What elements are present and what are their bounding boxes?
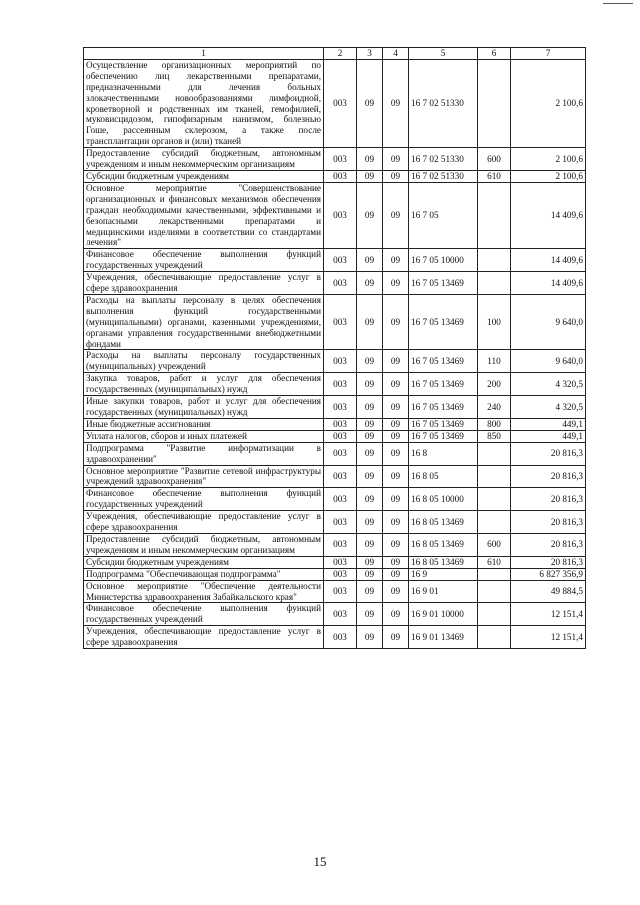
row-name: Иные бюджетные ассигнования — [84, 418, 324, 430]
row-section: 09 — [357, 59, 383, 147]
row-subsection: 09 — [383, 603, 409, 626]
row-section: 09 — [357, 556, 383, 568]
row-subsection: 09 — [383, 626, 409, 649]
row-target-article: 16 9 01 13469 — [409, 626, 478, 649]
row-subsection: 09 — [383, 148, 409, 171]
row-name: Осуществление организационных мероприятий по обеспечению лиц лекарственными препаратами, предназначенными для лечения больных злокачественными новообразованиями лимфоидной, кроветворной и родственных им тканей, гемофилией, муковисцидозом, гипофизарным нанизмом, болезнью Гоше, рассеянным склерозом, а также после трансплантации органов и (или) тканей — [84, 59, 324, 147]
row-sum: 4 320,5 — [511, 373, 586, 396]
row-name: Предоставление субсидий бюджетным, автономным учреждениям и иным некоммерческим организациям — [84, 148, 324, 171]
row-grbs: 003 — [324, 294, 357, 350]
row-target-article: 16 7 02 51330 — [409, 170, 478, 182]
row-target-article: 16 7 05 13469 — [409, 272, 478, 295]
table-row — [84, 249, 586, 272]
row-subsection: 09 — [383, 442, 409, 465]
row-section: 09 — [357, 511, 383, 534]
table-row — [84, 294, 586, 350]
row-name: Учреждения, обеспечивающие предоставление услуг в сфере здравоохранения — [84, 626, 324, 649]
row-grbs: 003 — [324, 603, 357, 626]
row-name: Основное мероприятие "Развитие сетевой инфраструктуры учреждений здравоохранения" — [84, 465, 324, 488]
row-expense-type — [478, 568, 511, 580]
row-grbs: 003 — [324, 148, 357, 171]
row-section: 09 — [357, 249, 383, 272]
table-row — [84, 272, 586, 295]
row-name: Расходы на выплаты персоналу в целях обеспечения выполнения функций государственными (муниципальными) органами, казенными учреждениями, органами управления государственными внебюджетными фондами — [84, 294, 324, 350]
row-target-article: 16 8 05 — [409, 465, 478, 488]
row-grbs: 003 — [324, 580, 357, 603]
row-sum: 20 816,3 — [511, 556, 586, 568]
table-row — [84, 59, 586, 147]
table-row — [84, 568, 586, 580]
row-section: 09 — [357, 170, 383, 182]
row-sum: 449,1 — [511, 430, 586, 442]
row-name: Уплата налогов, сборов и иных платежей — [84, 430, 324, 442]
row-name: Закупка товаров, работ и услуг для обеспечения государственных (муниципальных) нужд — [84, 373, 324, 396]
row-grbs: 003 — [324, 249, 357, 272]
row-section: 09 — [357, 373, 383, 396]
row-section: 09 — [357, 465, 383, 488]
row-expense-type — [478, 59, 511, 147]
row-expense-type: 850 — [478, 430, 511, 442]
row-target-article: 16 7 05 13469 — [409, 373, 478, 396]
row-subsection: 09 — [383, 533, 409, 556]
row-expense-type: 110 — [478, 350, 511, 373]
row-grbs: 003 — [324, 568, 357, 580]
row-grbs: 003 — [324, 626, 357, 649]
row-expense-type: 610 — [478, 170, 511, 182]
row-subsection: 09 — [383, 580, 409, 603]
row-sum: 14 409,6 — [511, 272, 586, 295]
row-sum: 20 816,3 — [511, 511, 586, 534]
row-section: 09 — [357, 396, 383, 419]
row-section: 09 — [357, 626, 383, 649]
row-subsection: 09 — [383, 170, 409, 182]
header-cell: 3 — [357, 48, 383, 60]
row-sum: 2 100,6 — [511, 170, 586, 182]
row-section: 09 — [357, 442, 383, 465]
row-grbs: 003 — [324, 350, 357, 373]
table-row — [84, 533, 586, 556]
row-name: Основное мероприятие "Совершенствование организационных и финансовых механизмов обеспечения граждан необходимыми качественными, эффективными и безопасными лекарственными препаратами и медицинскими изделиями в соответствии со стандартами лечения" — [84, 182, 324, 248]
row-expense-type: 610 — [478, 556, 511, 568]
row-sum: 20 816,3 — [511, 488, 586, 511]
row-grbs: 003 — [324, 465, 357, 488]
row-target-article: 16 7 05 13469 — [409, 350, 478, 373]
budget-table — [83, 47, 586, 649]
row-grbs: 003 — [324, 59, 357, 147]
row-name: Субсидии бюджетным учреждениям — [84, 170, 324, 182]
table-row — [84, 465, 586, 488]
row-subsection: 09 — [383, 396, 409, 419]
row-subsection: 09 — [383, 182, 409, 248]
row-target-article: 16 7 05 13469 — [409, 396, 478, 419]
table-row — [84, 350, 586, 373]
row-sum: 2 100,6 — [511, 148, 586, 171]
row-grbs: 003 — [324, 488, 357, 511]
row-target-article: 16 8 05 13469 — [409, 533, 478, 556]
row-target-article: 16 7 05 13469 — [409, 294, 478, 350]
row-grbs: 003 — [324, 533, 357, 556]
page-number: 15 — [313, 854, 327, 869]
row-sum: 20 816,3 — [511, 442, 586, 465]
row-grbs: 003 — [324, 511, 357, 534]
row-subsection: 09 — [383, 272, 409, 295]
row-expense-type — [478, 580, 511, 603]
row-sum: 49 884,5 — [511, 580, 586, 603]
row-section: 09 — [357, 603, 383, 626]
corner-mark — [603, 3, 633, 4]
row-section: 09 — [357, 294, 383, 350]
row-section: 09 — [357, 350, 383, 373]
row-section: 09 — [357, 580, 383, 603]
row-name: Предоставление субсидий бюджетным, автономным учреждениям и иным некоммерческим организациям — [84, 533, 324, 556]
row-section: 09 — [357, 568, 383, 580]
row-target-article: 16 7 05 — [409, 182, 478, 248]
row-section: 09 — [357, 272, 383, 295]
row-target-article: 16 8 — [409, 442, 478, 465]
row-sum: 14 409,6 — [511, 249, 586, 272]
row-section: 09 — [357, 430, 383, 442]
row-name: Финансовое обеспечение выполнения функций государственных учреждений — [84, 488, 324, 511]
row-subsection: 09 — [383, 430, 409, 442]
row-sum: 12 151,4 — [511, 603, 586, 626]
row-sum: 9 640,0 — [511, 294, 586, 350]
row-section: 09 — [357, 488, 383, 511]
row-subsection: 09 — [383, 249, 409, 272]
row-name: Учреждения, обеспечивающие предоставление услуг в сфере здравоохранения — [84, 511, 324, 534]
row-subsection: 09 — [383, 568, 409, 580]
row-sum: 12 151,4 — [511, 626, 586, 649]
row-sum: 20 816,3 — [511, 533, 586, 556]
row-expense-type — [478, 465, 511, 488]
header-cell: 1 — [84, 48, 324, 60]
table-row — [84, 373, 586, 396]
row-target-article: 16 8 05 13469 — [409, 556, 478, 568]
row-grbs: 003 — [324, 442, 357, 465]
table-row — [84, 418, 586, 430]
row-expense-type — [478, 488, 511, 511]
row-subsection: 09 — [383, 465, 409, 488]
header-cell: 7 — [511, 48, 586, 60]
row-name: Иные закупки товаров, работ и услуг для обеспечения государственных (муниципальных) нужд — [84, 396, 324, 419]
row-name: Финансовое обеспечение выполнения функций государственных учреждений — [84, 249, 324, 272]
row-expense-type: 100 — [478, 294, 511, 350]
table-row — [84, 170, 586, 182]
row-sum: 20 816,3 — [511, 465, 586, 488]
row-grbs: 003 — [324, 396, 357, 419]
row-target-article: 16 7 02 51330 — [409, 59, 478, 147]
row-expense-type — [478, 182, 511, 248]
row-expense-type: 600 — [478, 148, 511, 171]
row-name: Основное мероприятие "Обеспечение деятельности Министерства здравоохранения Забайкальского края" — [84, 580, 324, 603]
row-target-article: 16 7 05 13469 — [409, 430, 478, 442]
row-expense-type — [478, 603, 511, 626]
row-target-article: 16 8 05 13469 — [409, 511, 478, 534]
row-grbs: 003 — [324, 170, 357, 182]
row-target-article: 16 9 01 — [409, 580, 478, 603]
row-grbs: 003 — [324, 373, 357, 396]
header-cell: 4 — [383, 48, 409, 60]
row-section: 09 — [357, 148, 383, 171]
row-name: Подпрограмма "Обеспечивающая подпрограмма" — [84, 568, 324, 580]
row-subsection: 09 — [383, 350, 409, 373]
row-sum: 14 409,6 — [511, 182, 586, 248]
row-target-article: 16 7 02 51330 — [409, 148, 478, 171]
table-row — [84, 442, 586, 465]
row-subsection: 09 — [383, 556, 409, 568]
row-subsection: 09 — [383, 418, 409, 430]
row-name: Субсидии бюджетным учреждениям — [84, 556, 324, 568]
row-sum: 2 100,6 — [511, 59, 586, 147]
row-expense-type: 240 — [478, 396, 511, 419]
row-expense-type — [478, 511, 511, 534]
row-target-article: 16 7 05 10000 — [409, 249, 478, 272]
row-subsection: 09 — [383, 294, 409, 350]
header-cell: 6 — [478, 48, 511, 60]
row-sum: 449,1 — [511, 418, 586, 430]
table-row — [84, 396, 586, 419]
row-subsection: 09 — [383, 511, 409, 534]
row-sum: 9 640,0 — [511, 350, 586, 373]
table-row — [84, 430, 586, 442]
table-row — [84, 488, 586, 511]
row-target-article: 16 9 — [409, 568, 478, 580]
row-name: Учреждения, обеспечивающие предоставление услуг в сфере здравоохранения — [84, 272, 324, 295]
row-name: Расходы на выплаты персоналу государственных (муниципальных) учреждений — [84, 350, 324, 373]
row-expense-type — [478, 442, 511, 465]
row-section: 09 — [357, 533, 383, 556]
header-row — [84, 48, 586, 60]
row-expense-type — [478, 272, 511, 295]
table-row — [84, 511, 586, 534]
row-section: 09 — [357, 418, 383, 430]
row-sum: 6 827 356,9 — [511, 568, 586, 580]
table-row — [84, 182, 586, 248]
row-grbs: 003 — [324, 182, 357, 248]
header-cell: 5 — [409, 48, 478, 60]
row-grbs: 003 — [324, 272, 357, 295]
header-cell: 2 — [324, 48, 357, 60]
row-subsection: 09 — [383, 488, 409, 511]
table-row — [84, 556, 586, 568]
row-grbs: 003 — [324, 430, 357, 442]
row-name: Финансовое обеспечение выполнения функций государственных учреждений — [84, 603, 324, 626]
row-grbs: 003 — [324, 556, 357, 568]
row-subsection: 09 — [383, 59, 409, 147]
table-row — [84, 580, 586, 603]
row-target-article: 16 8 05 10000 — [409, 488, 478, 511]
row-section: 09 — [357, 182, 383, 248]
row-expense-type — [478, 626, 511, 649]
row-sum: 4 320,5 — [511, 396, 586, 419]
row-subsection: 09 — [383, 373, 409, 396]
row-grbs: 003 — [324, 418, 357, 430]
table-row — [84, 148, 586, 171]
row-target-article: 16 7 05 13469 — [409, 418, 478, 430]
row-target-article: 16 9 01 10000 — [409, 603, 478, 626]
table-row — [84, 603, 586, 626]
table-row — [84, 626, 586, 649]
row-expense-type — [478, 249, 511, 272]
row-name: Подпрограмма "Развитие информатизации в здравоохранении" — [84, 442, 324, 465]
row-expense-type: 600 — [478, 533, 511, 556]
row-expense-type: 200 — [478, 373, 511, 396]
row-expense-type: 800 — [478, 418, 511, 430]
